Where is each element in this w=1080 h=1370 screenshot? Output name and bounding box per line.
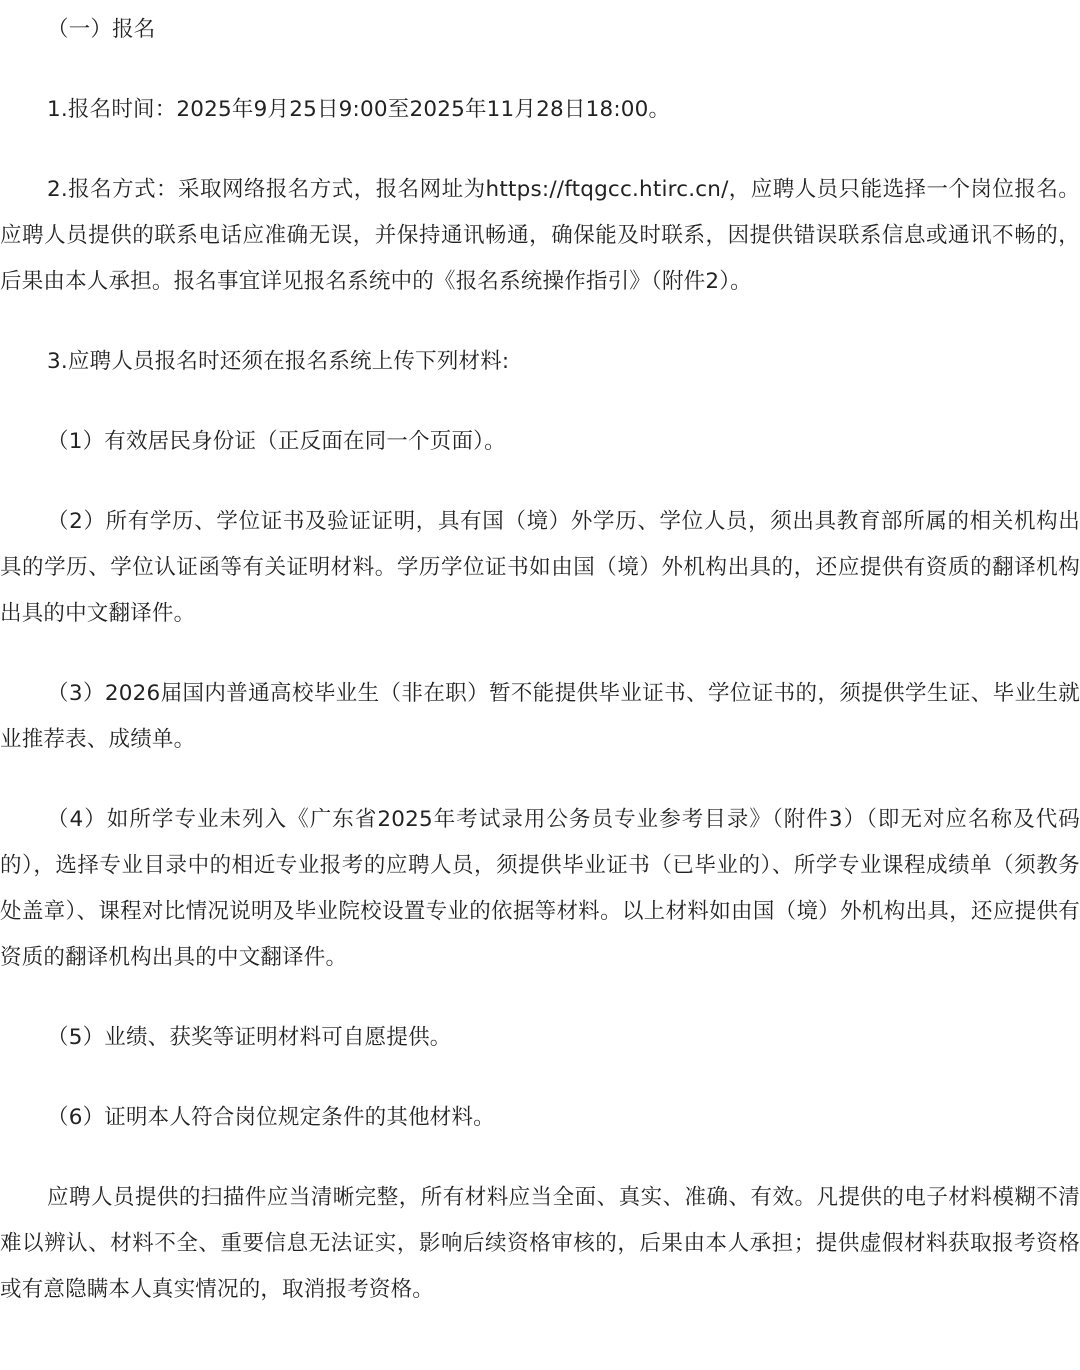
paragraph-item-2: （2）所有学历、学位证书及验证证明，具有国（境）外学历、学位人员，须出具教育部所属的相关机构出具的学历、学位认证函等有关证明材料。学历学位证书如由国（境）外机构出具的，还应提供有资质的翻译机构出具的中文翻译件。: [0, 509, 1080, 626]
paragraph-item-1: （1）有效居民身份证（正反面在同一个页面）。: [47, 429, 506, 454]
paragraph-registration-method: 2.报名方式：采取网络报名方式，报名网址为https://ftqgcc.htirc.cn/，应聘人员只能选择一个岗位报名。应聘人员提供的联系电话应准确无误，并保持通讯畅通，确保能及时联系，因提供错误联系信息或通讯不畅的，后果由本人承担。报名事宜详见报名系统中的《报名系统操作指引》（附件2）。: [0, 177, 1080, 294]
paragraph-item-6: （6）证明本人符合岗位规定条件的其他材料。: [47, 1105, 495, 1130]
paragraph-item-3: （3）2026届国内普通高校毕业生（非在职）暂不能提供毕业证书、学位证书的，须提供学生证、毕业生就业推荐表、成绩单。: [0, 681, 1080, 752]
paragraph-scan-requirements: 应聘人员提供的扫描件应当清晰完整，所有材料应当全面、真实、准确、有效。凡提供的电子材料模糊不清难以辨认、材料不全、重要信息无法证实，影响后续资格审核的，后果由本人承担；提供虚假材料获取报考资格或有意隐瞒本人真实情况的，取消报考资格。: [0, 1185, 1080, 1302]
article-body: [0, 7, 1080, 1347]
paragraph-upload-materials: 3.应聘人员报名时还须在报名系统上传下列材料:: [47, 349, 510, 374]
paragraph-item-4: （4）如所学专业未列入《广东省2025年考试录用公务员专业参考目录》（附件3）（即无对应名称及代码的），选择专业目录中的相近专业报考的应聘人员，须提供毕业证书（已毕业的）、所学专业课程成绩单（须教务处盖章）、课程对比情况说明及毕业院校设置专业的依据等材料。以上材料如由国（境）外机构出具，还应提供有资质的翻译机构出具的中文翻译件。: [0, 807, 1080, 970]
paragraph-item-5: （5）业绩、获奖等证明材料可自愿提供。: [47, 1025, 452, 1050]
paragraph-registration-time: 1.报名时间：2025年9月25日9:00至2025年11月28日18:00。: [47, 97, 671, 122]
section-heading: （一）报名: [47, 17, 156, 42]
